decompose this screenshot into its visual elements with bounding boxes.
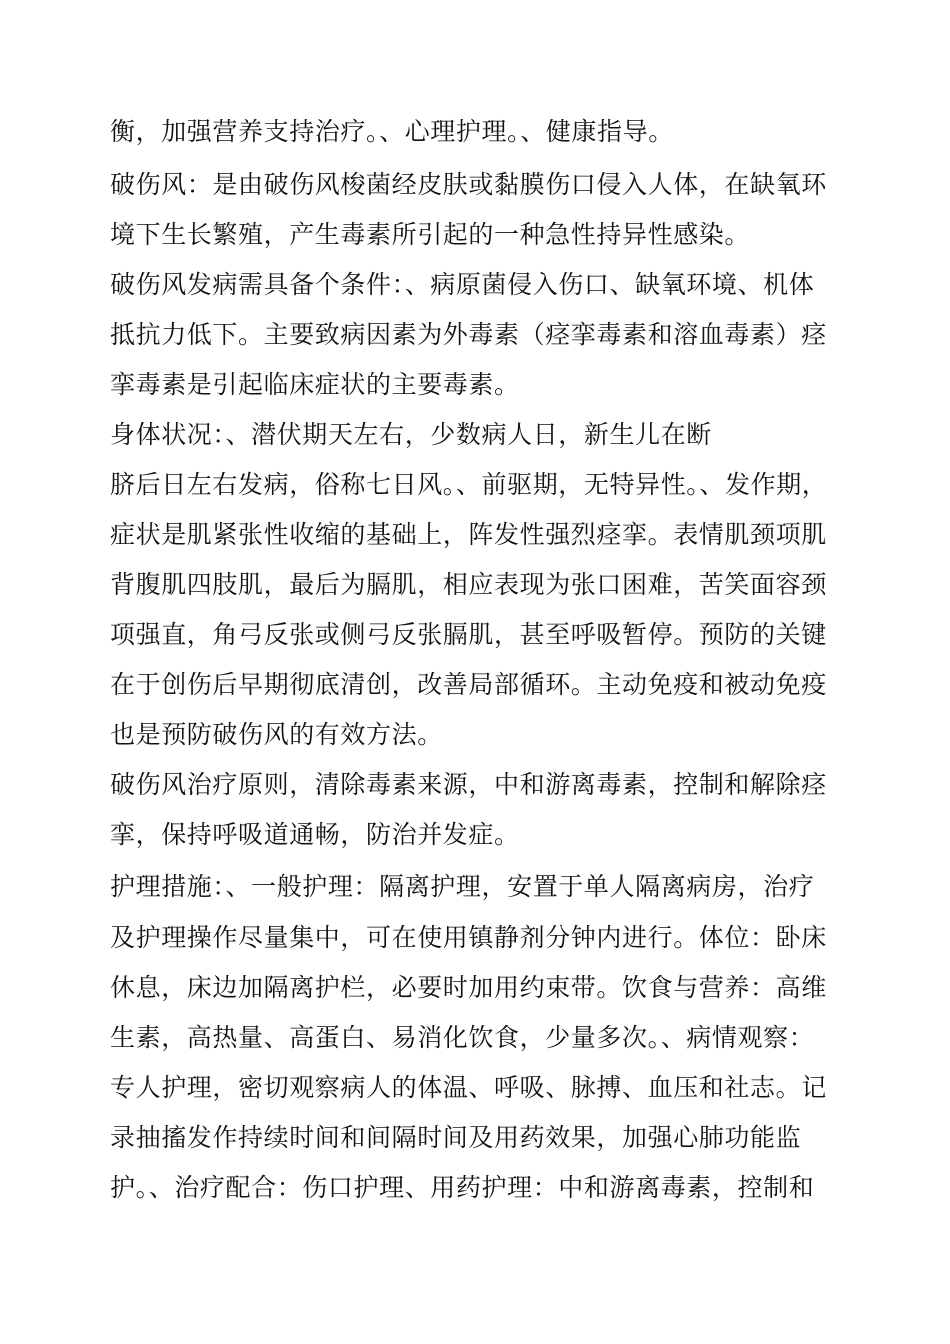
text-line-15: 挛，保持呼吸道通畅，防治并发症。 [110, 820, 520, 849]
text-line-22: 护。、治疗配合：伤口护理、用药护理：中和游离毒素，控制和 [110, 1173, 815, 1202]
text-line-7: 身体状况：、潜伏期天左右，少数病人日，新生儿在断 [110, 420, 712, 449]
text-line-12: 在于创伤后早期彻底清创，改善局部循环。主动免疫和被动免疫 [110, 670, 827, 699]
text-line-16: 护理措施：、一般护理：隔离护理，安置于单人隔离病房，治疗 [110, 872, 815, 901]
text-line-20: 专人护理，密切观察病人的体温、呼吸、脉搏、血压和社志。记 [110, 1073, 827, 1102]
text-line-13: 也是预防破伤风的有效方法。 [110, 720, 443, 749]
text-line-4: 破伤风发病需具备个条件：、病原菌侵入伤口、缺氧环境、机体 [110, 270, 815, 299]
text-line-11: 项强直，角弓反张或侧弓反张膈肌，甚至呼吸暂停。预防的关键 [110, 620, 827, 649]
text-line-19: 生素，高热量、高蛋白、易消化饮食，少量多次。、病情观察： [110, 1023, 815, 1052]
text-line-10: 背腹肌四肢肌，最后为膈肌，相应表现为张口困难，苦笑面容颈 [110, 570, 827, 599]
text-line-14: 破伤风治疗原则，清除毒素来源，中和游离毒素，控制和解除痉 [110, 770, 827, 799]
text-line-2: 破伤风：是由破伤风梭菌经皮肤或黏膜伤口侵入人体，在缺氧环 [110, 170, 827, 199]
text-line-3: 境下生长繁殖，产生毒素所引起的一种急性持异性感染。 [110, 220, 751, 249]
text-line-21: 录抽搐发作持续时间和间隔时间及用药效果，加强心肺功能监 [110, 1123, 802, 1152]
text-line-5: 抵抗力低下。主要致病因素为外毒素（痉挛毒素和溶血毒素）痉 [110, 320, 827, 349]
text-line-1: 衡，加强营养支持治疗。、心理护理。、健康指导。 [110, 117, 674, 146]
text-line-17: 及护理操作尽量集中，可在使用镇静剂分钟内进行。体位：卧床 [110, 923, 827, 952]
text-line-9: 症状是肌紧张性收缩的基础上，阵发性强烈痉挛。表情肌颈项肌 [110, 520, 827, 549]
text-line-18: 休息，床边加隔离护栏，必要时加用约束带。饮食与营养：高维 [110, 973, 827, 1002]
text-line-8: 脐后日左右发病，俗称七日风。、前驱期，无特异性。、发作期， [110, 470, 828, 499]
text-line-6: 挛毒素是引起临床症状的主要毒素。 [110, 370, 520, 399]
